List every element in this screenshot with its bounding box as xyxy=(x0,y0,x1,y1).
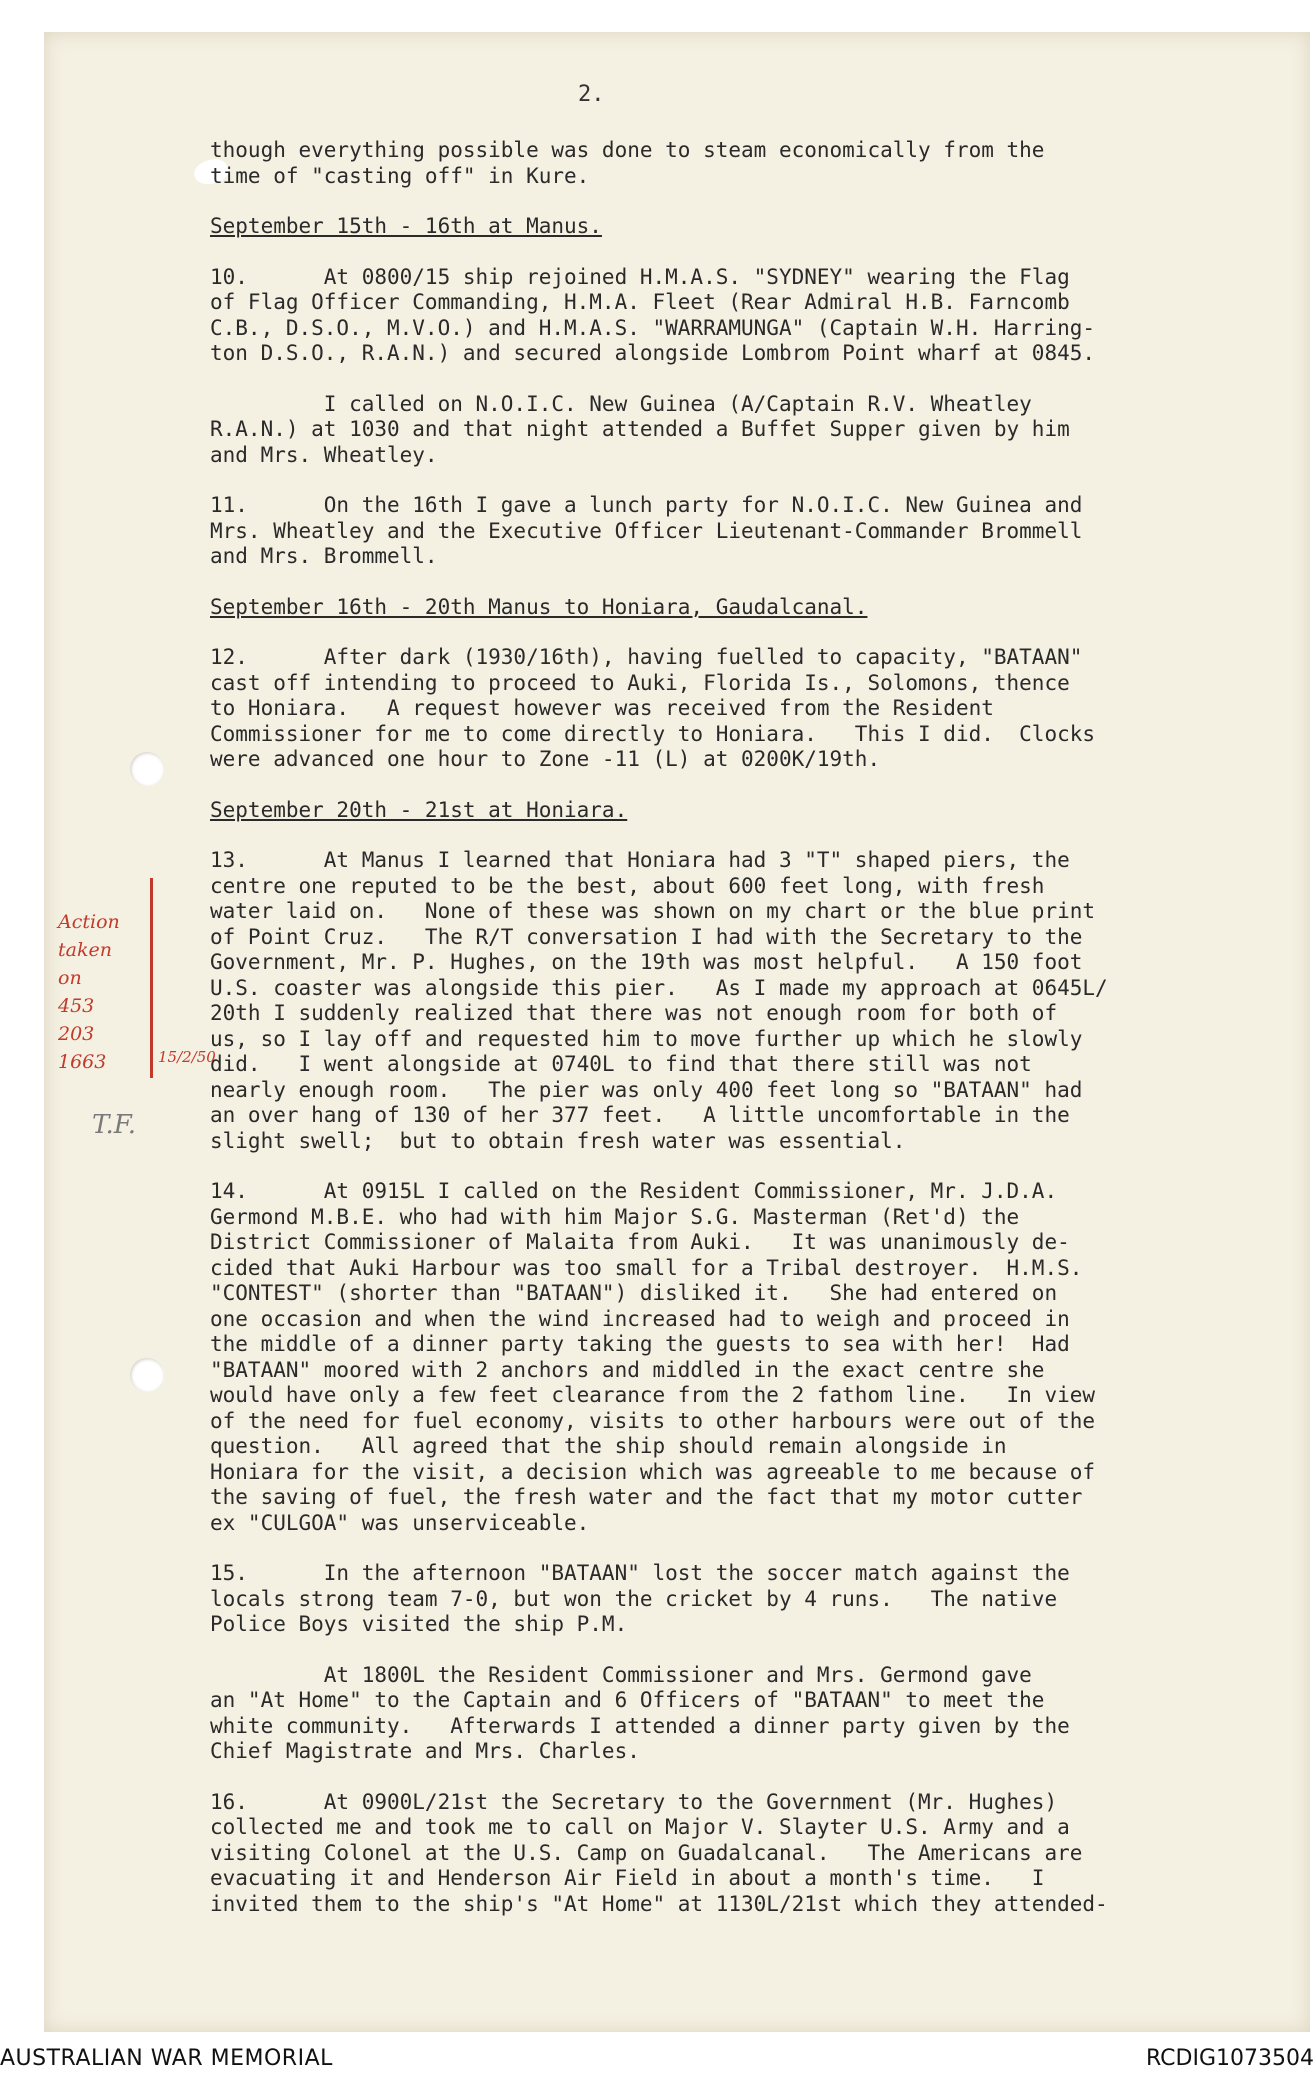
paragraph-line: 12. After dark (1930/16th), having fuelled to capacity, "BATAAN" xyxy=(210,645,1083,669)
paragraph-line: R.A.N.) at 1030 and that night attended a Buffet Supper given by him xyxy=(210,417,1070,441)
paragraph-line: did. I went alongside at 0740L to find that there still was not xyxy=(210,1052,1032,1076)
paragraph-line: of the need for fuel economy, visits to other harbours were out of the xyxy=(210,1408,1096,1433)
paragraph-line: ex "CULGOA" was unserviceable. xyxy=(210,1510,590,1535)
paragraph-line: 13. At Manus I learned that Honiara had 3 "T" shaped piers, the xyxy=(210,848,1070,872)
paragraph-line: water laid on. None of these was shown on my chart or the blue print xyxy=(210,899,1096,923)
paragraph-line: of Point Cruz. The R/T conversation I had with the Secretary to the xyxy=(210,924,1083,949)
paragraph-line: Honiara for the visit, a decision which was agreeable to me because of xyxy=(210,1459,1096,1484)
margin-annotation-line-text: on xyxy=(58,967,82,989)
paragraph-line: C.B., D.S.O., M.V.O.) and H.M.A.S. "WARRAMUNGA" (Captain W.H. Harring- xyxy=(210,315,1096,340)
page-number: 2. xyxy=(578,82,605,107)
section-heading: September 15th - 16th at Manus. xyxy=(210,214,602,238)
footer-record-id: RCDIG1073504 xyxy=(1145,2046,1314,2071)
punch-hole xyxy=(130,1358,164,1392)
margin-annotation-line-text: 1663 xyxy=(58,1051,107,1073)
paragraph-line: Chief Magistrate and Mrs. Charles. xyxy=(210,1739,640,1763)
margin-annotation-line-text: 453 xyxy=(58,995,95,1017)
paragraph-line: would have only a few feet clearance from the 2 fathom line. In view xyxy=(210,1383,1096,1407)
margin-annotation-initials: T.F. xyxy=(92,1110,137,1140)
paragraph-line: Mrs. Wheatley and the Executive Officer Lieutenant-Commander Brommell xyxy=(210,518,1083,543)
paragraph-line: slight swell; but to obtain fresh water was essential. xyxy=(210,1128,906,1153)
paragraph-line: At 1800L the Resident Commissioner and Mrs. Germond gave xyxy=(210,1662,1032,1687)
paragraph-line: 16. At 0900L/21st the Secretary to the Government (Mr. Hughes) xyxy=(210,1789,1058,1814)
paragraph-line: locals strong team 7-0, but won the cricket by 4 runs. The native xyxy=(210,1586,1058,1611)
paragraph-line: "CONTEST" (shorter than "BATAAN") disliked it. She had entered on xyxy=(210,1281,1058,1305)
paragraph-line: one occasion and when the wind increased had to weigh and proceed in xyxy=(210,1306,1070,1331)
paragraph-line: the middle of a dinner party taking the guests to sea with her! Had xyxy=(210,1332,1070,1356)
paragraph-line: the saving of fuel, the fresh water and the fact that my motor cutter xyxy=(210,1485,1083,1509)
paragraph-line: U.S. coaster was alongside this pier. As I made my approach at 0645L/ xyxy=(210,975,1108,1000)
paragraph-line: Government, Mr. P. Hughes, on the 19th was most helpful. A 150 foot xyxy=(210,950,1083,974)
paragraph-line: I called on N.O.I.C. New Guinea (A/Captain R.V. Wheatley xyxy=(210,391,1032,416)
paragraph-line: question. All agreed that the ship should remain alongside in xyxy=(210,1434,1007,1458)
margin-annotation-line-text: taken xyxy=(58,939,112,961)
paragraph-line: of Flag Officer Commanding, H.M.A. Fleet (Rear Admiral H.B. Farncomb xyxy=(210,290,1070,314)
paragraph-line: an "At Home" to the Captain and 6 Officers of "BATAAN" to meet the xyxy=(210,1688,1045,1712)
paragraph-line: collected me and took me to call on Major V. Slayter U.S. Army and a xyxy=(210,1815,1070,1839)
paragraph-line: Commissioner for me to come directly to Honiara. This I did. Clocks xyxy=(210,721,1096,746)
paragraph-line: District Commissioner of Malaita from Auki. It was unanimously de- xyxy=(210,1230,1070,1254)
document-body xyxy=(210,138,1260,1917)
paragraph-line: were advanced one hour to Zone -11 (L) at 0200K/19th. xyxy=(210,747,881,771)
paragraph-line: visiting Colonel at the U.S. Camp on Guadalcanal. The Americans are xyxy=(210,1840,1083,1865)
margin-annotation-date: 15/2/50 xyxy=(158,1048,216,1066)
margin-annotation-line-text: Action xyxy=(58,911,120,933)
paragraph-line: to Honiara. A request however was received from the Resident xyxy=(210,696,994,720)
paragraph-line: invited them to the ship's "At Home" at 1130L/21st which they attended- xyxy=(210,1891,1108,1916)
paragraph-line: and Mrs. Wheatley. xyxy=(210,442,438,467)
paragraph-line: though everything possible was done to steam economically from the xyxy=(210,138,1045,162)
section-heading: September 20th - 21st at Honiara. xyxy=(210,797,628,822)
paragraph-line: nearly enough room. The pier was only 400 feet long so "BATAAN" had xyxy=(210,1077,1083,1102)
paragraph-line: centre one reputed to be the best, about 600 feet long, with fresh xyxy=(210,873,1045,898)
paragraph-line: 11. On the 16th I gave a lunch party for N.O.I.C. New Guinea and xyxy=(210,493,1083,517)
paragraph-line: time of "casting off" in Kure. xyxy=(210,163,590,188)
footer-archive-name: AUSTRALIAN WAR MEMORIAL xyxy=(0,2046,333,2071)
paragraph-line: Germond M.B.E. who had with him Major S.G. Masterman (Ret'd) the xyxy=(210,1204,1020,1229)
paragraph-line: 15. In the afternoon "BATAAN" lost the soccer match against the xyxy=(210,1561,1070,1585)
paragraph-line: and Mrs. Brommell. xyxy=(210,544,438,568)
margin-annotation-line-text: 203 xyxy=(58,1023,95,1045)
paragraph-line: 10. At 0800/15 ship rejoined H.M.A.S. "SYDNEY" wearing the Flag xyxy=(210,264,1070,289)
paragraph-line: us, so I lay off and requested him to move further up which he slowly xyxy=(210,1026,1083,1051)
paragraph-line: "BATAAN" moored with 2 anchors and middled in the exact centre she xyxy=(210,1357,1045,1382)
paragraph-line: 20th I suddenly realized that there was not enough room for both of xyxy=(210,1001,1058,1025)
paragraph-line: Police Boys visited the ship P.M. xyxy=(210,1612,628,1636)
paragraph-line: cast off intending to proceed to Auki, Florida Is., Solomons, thence xyxy=(210,670,1070,695)
punch-hole xyxy=(130,752,164,786)
paragraph-line: 14. At 0915L I called on the Resident Commissioner, Mr. J.D.A. xyxy=(210,1179,1058,1203)
paragraph-line: white community. Afterwards I attended a dinner party given by the xyxy=(210,1713,1070,1738)
paragraph-line: evacuating it and Henderson Air Field in about a month's time. I xyxy=(210,1866,1045,1890)
paragraph-line: ton D.S.O., R.A.N.) and secured alongside Lombrom Point wharf at 0845. xyxy=(210,341,1096,365)
section-heading: September 16th - 20th Manus to Honiara, Gaudalcanal. xyxy=(210,594,868,619)
paragraph-line: an over hang of 130 of her 377 feet. A little uncomfortable in the xyxy=(210,1103,1070,1127)
paragraph-line: cided that Auki Harbour was too small for a Tribal destroyer. H.M.S. xyxy=(210,1255,1083,1280)
